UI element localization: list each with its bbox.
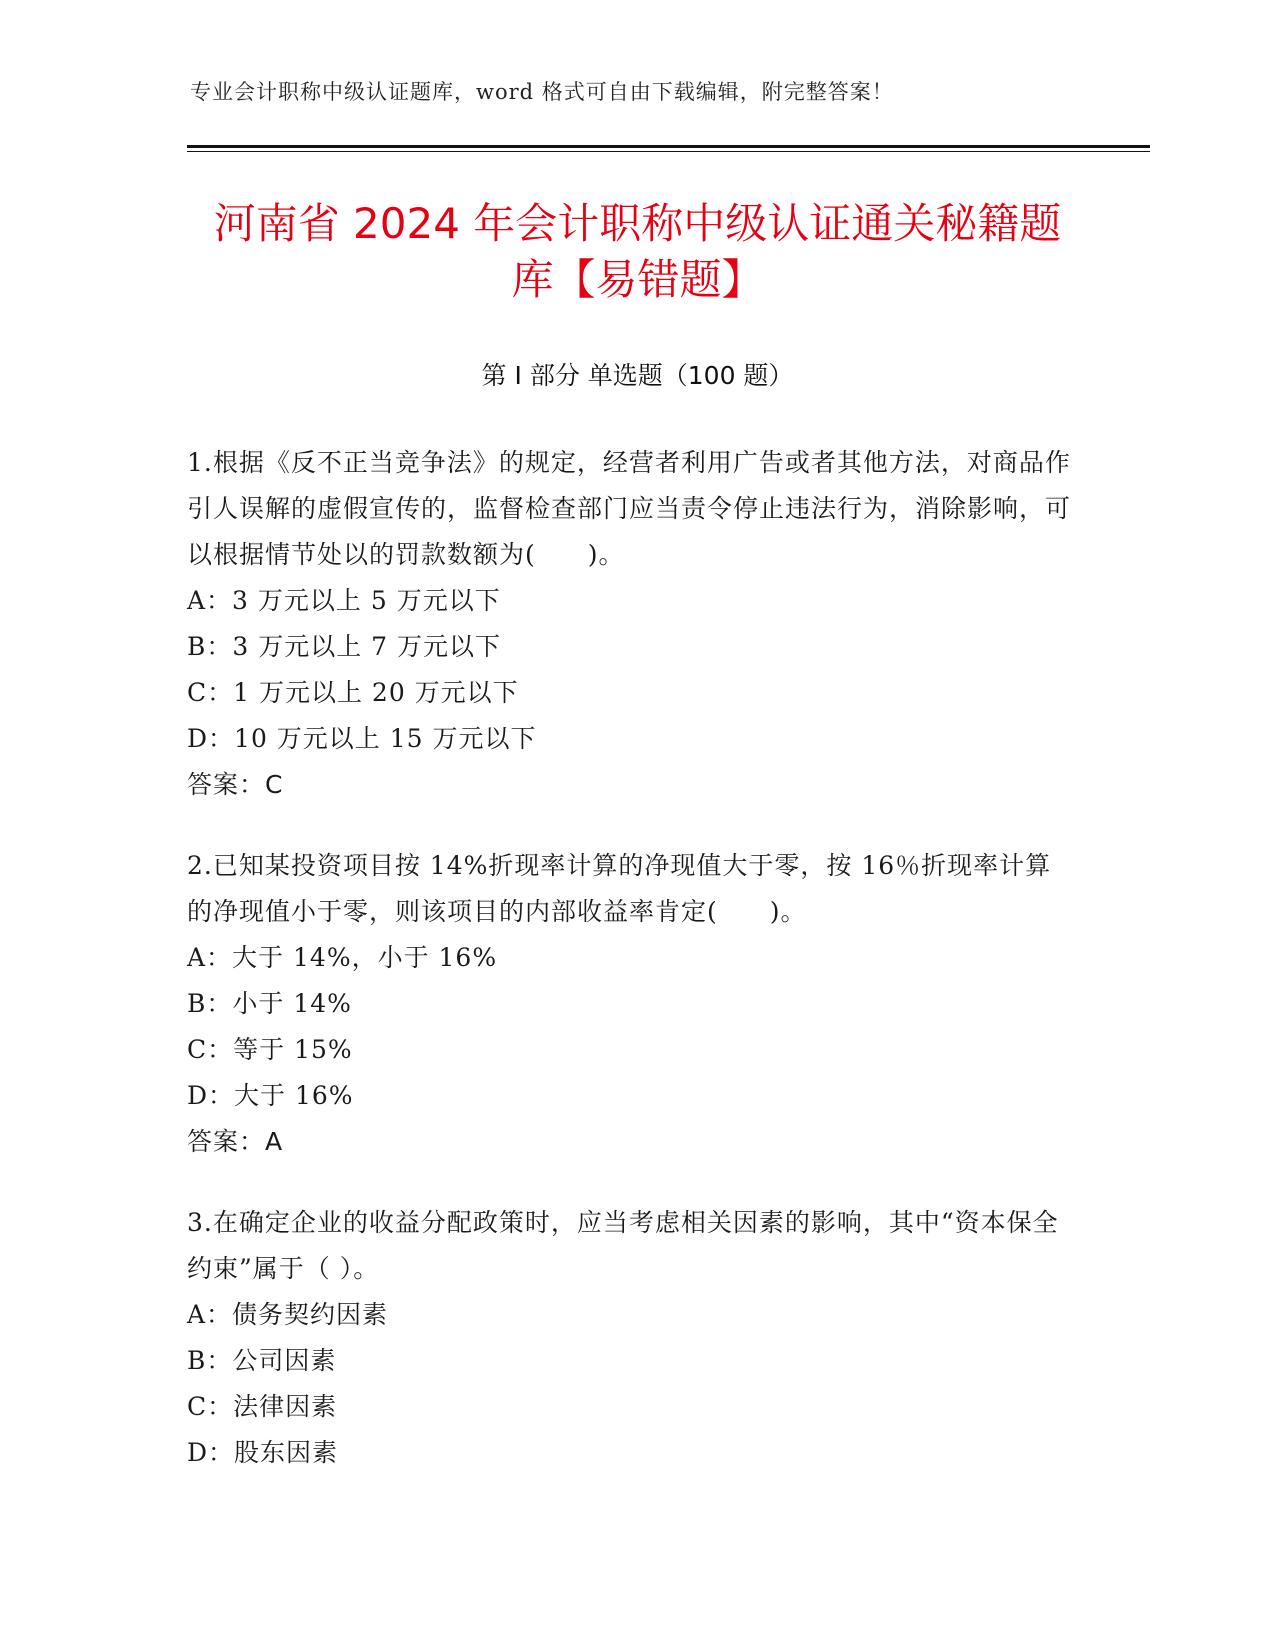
document-title-line-1: 河南省 2024 年会计职称中级认证通关秘籍题 bbox=[213, 199, 1062, 248]
document-title-line-2: 库【易错题】 bbox=[511, 255, 764, 304]
question-stem: 3.在确定企业的收益分配政策时，应当考虑相关因素的影响，其中“资本保全约束”属于（ ）。 bbox=[187, 1208, 1059, 1283]
option-b: B：3 万元以上 7 万元以下 bbox=[187, 632, 502, 661]
answer: 答案：C bbox=[187, 770, 284, 799]
section-title: 第 I 部分 单选题（100 题） bbox=[481, 361, 794, 390]
option-c: C：法律因素 bbox=[187, 1392, 338, 1421]
question-1 bbox=[187, 440, 1077, 808]
option-d: D：大于 16% bbox=[187, 1081, 354, 1110]
option-a: A：3 万元以上 5 万元以下 bbox=[187, 586, 501, 615]
document-title bbox=[150, 196, 1125, 308]
header-note: 专业会计职称中级认证题库，word 格式可自由下载编辑，附完整答案！ bbox=[190, 80, 894, 104]
header-rule-thin bbox=[187, 151, 1150, 152]
question-3 bbox=[187, 1200, 1077, 1476]
option-a: A：大于 14%，小于 16% bbox=[187, 943, 498, 972]
header-rule-thick bbox=[187, 145, 1150, 148]
option-d: D：10 万元以上 15 万元以下 bbox=[187, 724, 537, 753]
option-b: B：公司因素 bbox=[187, 1346, 337, 1375]
option-a: A：债务契约因素 bbox=[187, 1300, 389, 1329]
option-c: C：等于 15% bbox=[187, 1035, 353, 1064]
option-d: D：股东因素 bbox=[187, 1438, 339, 1467]
option-c: C：1 万元以上 20 万元以下 bbox=[187, 678, 519, 707]
question-2 bbox=[187, 843, 1077, 1165]
answer: 答案：A bbox=[187, 1127, 284, 1156]
question-stem: 1.根据《反不正当竞争法》的规定，经营者利用广告或者其他方法，对商品作引人误解的虚假宣传的，监督检查部门应当责令停止违法行为，消除影响，可以根据情节处以的罚款数额为( )。 bbox=[187, 448, 1072, 569]
option-b: B：小于 14% bbox=[187, 989, 352, 1018]
question-stem: 2.已知某投资项目按 14%折现率计算的净现值大于零，按 16％折现率计算的净现值小于零，则该项目的内部收益率肯定( )。 bbox=[187, 851, 1052, 926]
